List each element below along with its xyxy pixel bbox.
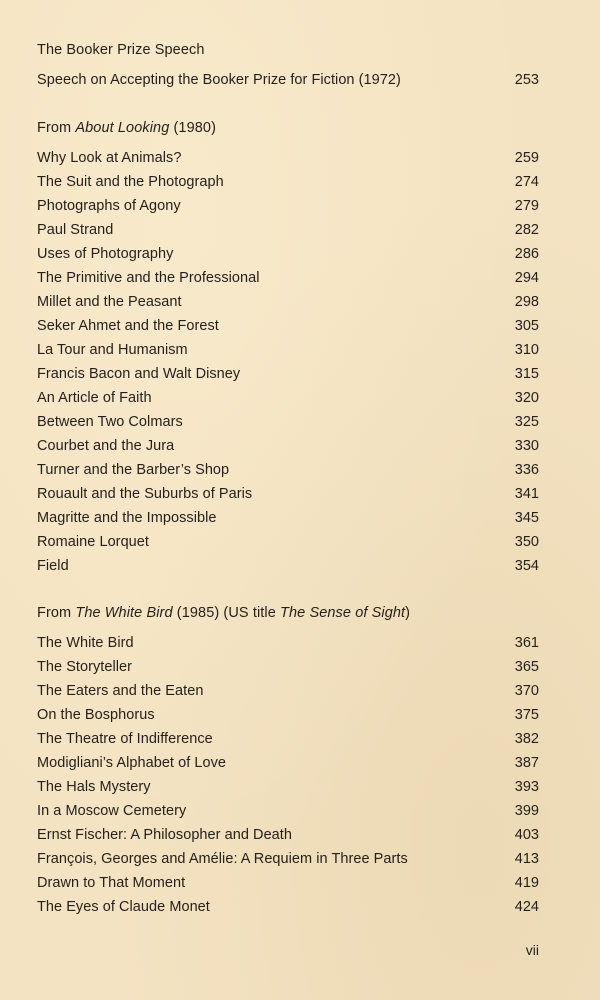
toc-entry-page-number: 375 bbox=[514, 707, 539, 723]
toc-entry-page-number: 294 bbox=[514, 270, 539, 286]
toc-entry-title: The White Bird bbox=[37, 635, 134, 651]
toc-entry-page-number: 336 bbox=[514, 462, 539, 478]
toc-entry bbox=[37, 482, 539, 506]
section-title bbox=[37, 603, 539, 623]
toc-entry-page-number: 298 bbox=[514, 294, 539, 310]
toc-entry-title: Modigliani’s Alphabet of Love bbox=[37, 755, 227, 771]
toc-entry-title: Field bbox=[37, 558, 69, 574]
toc-entry bbox=[37, 703, 539, 727]
toc-entry-title: Francis Bacon and Walt Disney bbox=[37, 366, 241, 382]
toc-entry bbox=[37, 362, 539, 386]
toc-entry-page-number: 325 bbox=[514, 414, 539, 430]
section-booker-prize-speech bbox=[37, 40, 539, 92]
toc-entry bbox=[37, 506, 539, 530]
section-title-part: ) bbox=[405, 605, 411, 621]
toc-entry-title: The Hals Mystery bbox=[37, 779, 151, 795]
toc-entry-page-number: 282 bbox=[514, 222, 539, 238]
toc-entry-page-number: 345 bbox=[514, 510, 539, 526]
toc-entry-title: The Primitive and the Professional bbox=[37, 270, 260, 286]
section-the-white-bird bbox=[37, 603, 539, 919]
toc-entry bbox=[37, 530, 539, 554]
toc-entry bbox=[37, 68, 539, 92]
toc-entry-title: Magritte and the Impossible bbox=[37, 510, 217, 526]
toc-entry-title: Speech on Accepting the Booker Prize for Fiction (1972) bbox=[37, 72, 401, 88]
toc-entry-page-number: 310 bbox=[514, 342, 539, 358]
toc-entry bbox=[37, 266, 539, 290]
toc-entry bbox=[37, 655, 539, 679]
toc-entry-page-number: 387 bbox=[514, 755, 539, 771]
toc-entry-page-number: 370 bbox=[514, 683, 539, 699]
toc-entry-title: The Suit and the Photograph bbox=[37, 174, 224, 190]
toc-entry-page-number: 361 bbox=[514, 635, 539, 651]
toc-entry-title: Between Two Colmars bbox=[37, 414, 183, 430]
toc-entry-title: Rouault and the Suburbs of Paris bbox=[37, 486, 253, 502]
section-title-part: (1985) (US title bbox=[172, 605, 281, 621]
toc-entry-page-number: 354 bbox=[514, 558, 539, 574]
toc-entry-page-number: 274 bbox=[514, 174, 539, 190]
section-title-gap bbox=[37, 138, 539, 146]
toc-entry bbox=[37, 679, 539, 703]
toc-entry-page-number: 259 bbox=[514, 150, 539, 166]
section-about-looking bbox=[37, 118, 539, 578]
toc-entry bbox=[37, 290, 539, 314]
toc-entry-page-number: 399 bbox=[514, 803, 539, 819]
toc-entry bbox=[37, 554, 539, 578]
toc-entry bbox=[37, 751, 539, 775]
toc-entry-title: Turner and the Barber’s Shop bbox=[37, 462, 230, 478]
toc-entry-title: The Eaters and the Eaten bbox=[37, 683, 204, 699]
section-title bbox=[37, 118, 539, 138]
toc-entry bbox=[37, 871, 539, 895]
toc-entry bbox=[37, 775, 539, 799]
toc-entry bbox=[37, 895, 539, 919]
toc-entry-page-number: 315 bbox=[514, 366, 539, 382]
section-title-part: The Booker Prize Speech bbox=[37, 42, 205, 58]
toc-entry-title: Paul Strand bbox=[37, 222, 114, 238]
toc-entry bbox=[37, 194, 539, 218]
toc-entry-page-number: 393 bbox=[514, 779, 539, 795]
toc-entry-title: Seker Ahmet and the Forest bbox=[37, 318, 219, 334]
toc-entry bbox=[37, 218, 539, 242]
section-title-gap bbox=[37, 623, 539, 631]
section-title bbox=[37, 40, 539, 60]
section-title-part: From bbox=[37, 605, 76, 621]
toc-entry-title: Uses of Photography bbox=[37, 246, 174, 262]
toc-entry-title: Courbet and the Jura bbox=[37, 438, 175, 454]
toc-entry-page-number: 279 bbox=[514, 198, 539, 214]
toc-entry-page-number: 413 bbox=[514, 851, 539, 867]
toc-entry-page-number: 419 bbox=[514, 875, 539, 891]
toc-entry-page-number: 403 bbox=[514, 827, 539, 843]
toc-entry bbox=[37, 314, 539, 338]
toc-entry-page-number: 350 bbox=[514, 534, 539, 550]
section-title-italic-part: About Looking bbox=[75, 120, 170, 136]
toc-entry-page-number: 424 bbox=[514, 899, 539, 915]
toc-entry bbox=[37, 410, 539, 434]
toc-entry bbox=[37, 170, 539, 194]
toc-entry-title: An Article of Faith bbox=[37, 390, 152, 406]
toc-entry-title: Millet and the Peasant bbox=[37, 294, 182, 310]
page-number: vii bbox=[525, 942, 539, 958]
toc-entry-page-number: 253 bbox=[514, 72, 539, 88]
toc-entry-title: In a Moscow Cemetery bbox=[37, 803, 187, 819]
toc-entry bbox=[37, 799, 539, 823]
toc-entry bbox=[37, 823, 539, 847]
toc-entry bbox=[37, 631, 539, 655]
toc-entry bbox=[37, 458, 539, 482]
toc-entry-page-number: 305 bbox=[514, 318, 539, 334]
toc-entry-page-number: 286 bbox=[514, 246, 539, 262]
toc-entry-page-number: 320 bbox=[514, 390, 539, 406]
toc-entry-title: François, Georges and Amélie: A Requiem in Three Parts bbox=[37, 851, 408, 867]
toc-entry-title: Photographs of Agony bbox=[37, 198, 181, 214]
toc-entry-title: The Theatre of Indifference bbox=[37, 731, 213, 747]
toc-entry-title: La Tour and Humanism bbox=[37, 342, 188, 358]
toc-entry bbox=[37, 386, 539, 410]
toc-entry-title: The Eyes of Claude Monet bbox=[37, 899, 210, 915]
section-title-gap bbox=[37, 60, 539, 68]
section-title-part: (1980) bbox=[169, 120, 217, 136]
toc-entry-title: Ernst Fischer: A Philosopher and Death bbox=[37, 827, 292, 843]
toc-entry-page-number: 341 bbox=[514, 486, 539, 502]
toc-entry-title: Why Look at Animals? bbox=[37, 150, 182, 166]
toc-entry-title: The Storyteller bbox=[37, 659, 133, 675]
toc-entry bbox=[37, 847, 539, 871]
section-title-italic-part: The Sense of Sight bbox=[280, 605, 406, 621]
section-title-italic-part: The White Bird bbox=[75, 605, 173, 621]
toc-entry-title: On the Bosphorus bbox=[37, 707, 155, 723]
toc-entry-title: Romaine Lorquet bbox=[37, 534, 149, 550]
toc-entry bbox=[37, 434, 539, 458]
toc-entry-page-number: 330 bbox=[514, 438, 539, 454]
section-title-part: From bbox=[37, 120, 76, 136]
toc-entry bbox=[37, 727, 539, 751]
toc-entry-title: Drawn to That Moment bbox=[37, 875, 186, 891]
toc-entry bbox=[37, 146, 539, 170]
toc-entry-page-number: 382 bbox=[514, 731, 539, 747]
toc-entry bbox=[37, 338, 539, 362]
toc-entry bbox=[37, 242, 539, 266]
toc-entry-page-number: 365 bbox=[514, 659, 539, 675]
